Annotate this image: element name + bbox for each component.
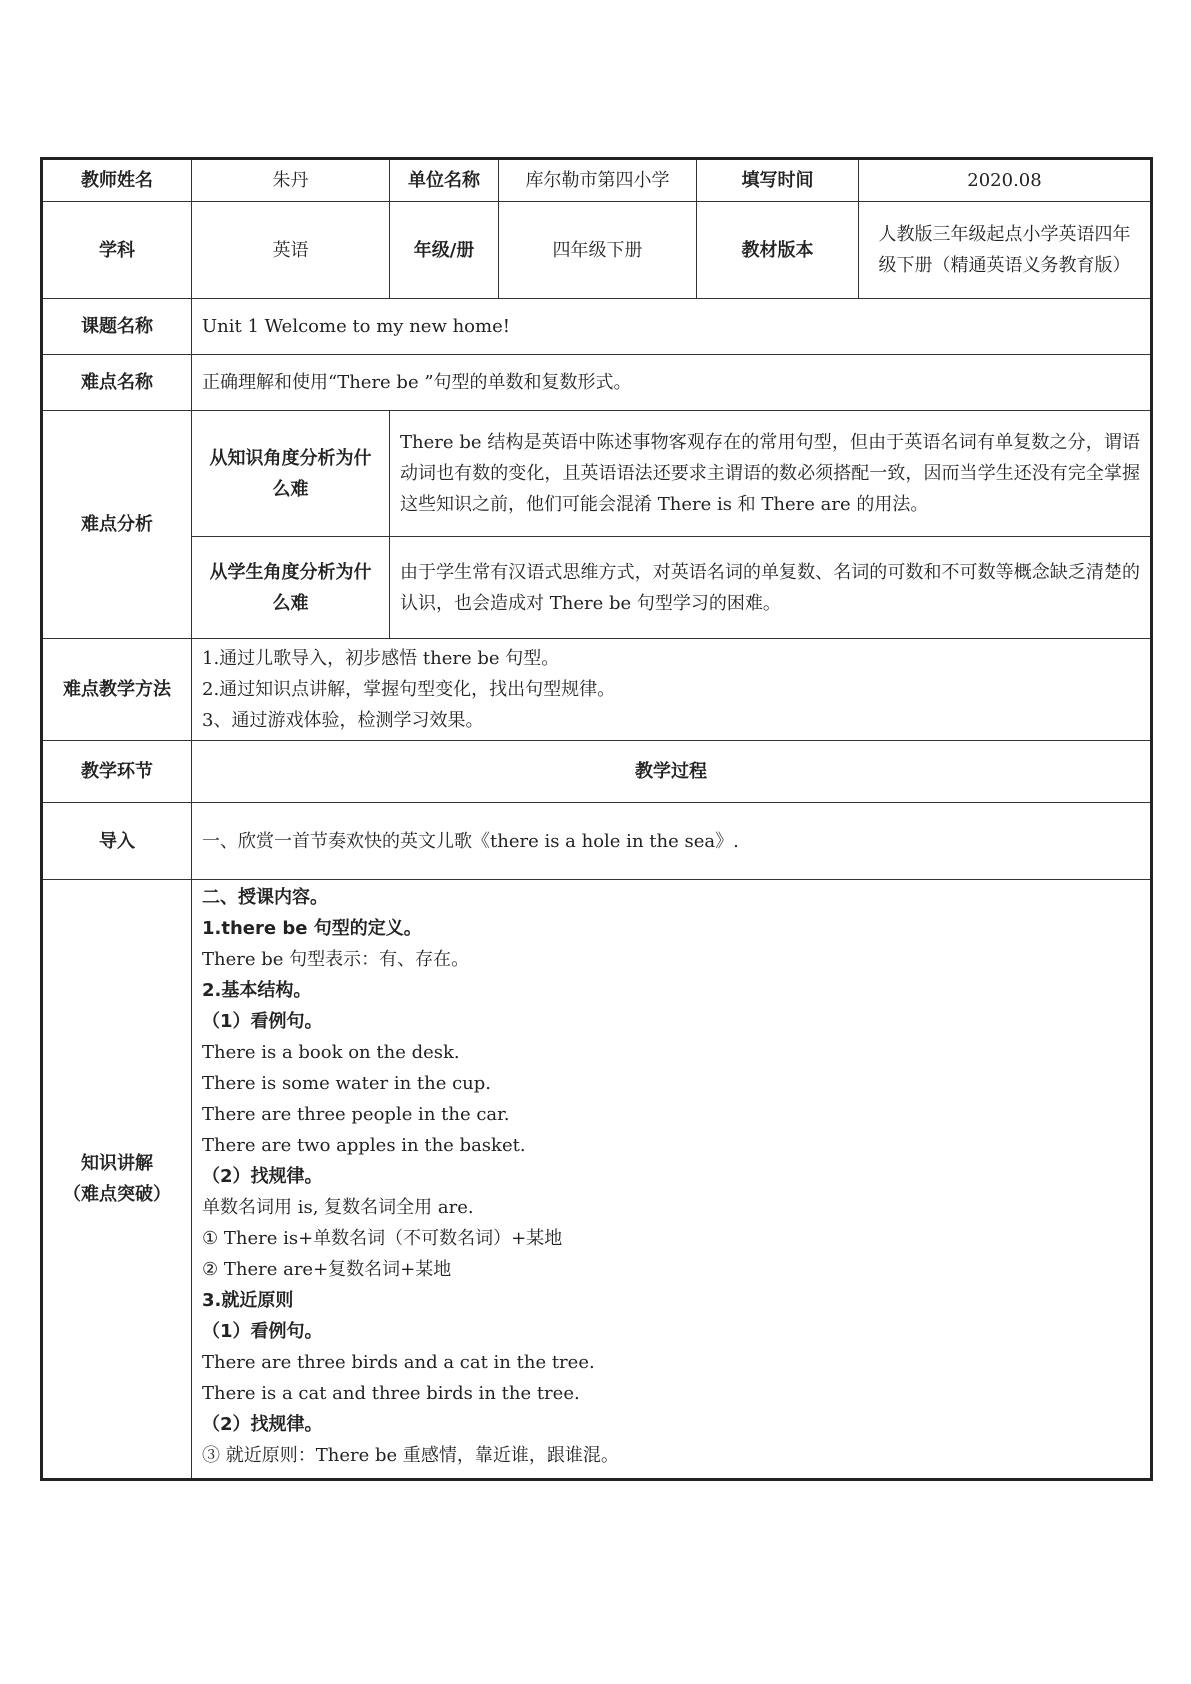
process-header-row (42, 741, 1152, 803)
topic-row (42, 299, 1152, 355)
knowledge-angle-text: There be 结构是英语中陈述事物客观存在的常用句型，但由于英语名词有单复数之分，谓语动词也有数的变化，且英语语法还要求主谓语的数必须搭配一致，因而当学生还没有完全掌握这些知识之前，他们可能会混淆 There is 和 There are 的用法。 (390, 411, 1152, 537)
lecture-line: There are three people in the car. (202, 1104, 510, 1125)
header-row-2 (42, 202, 1152, 299)
lecture-line: There are two apples in the basket. (202, 1135, 526, 1156)
intro-row (42, 803, 1152, 880)
lecture-row (42, 880, 1152, 1480)
date-label: 填写时间 (697, 159, 859, 202)
lecture-label (42, 880, 192, 1480)
intro-label: 导入 (42, 803, 192, 880)
stage-label: 教学环节 (42, 741, 192, 803)
lecture-heading: （2）找规律。 (202, 1414, 323, 1435)
lesson-plan-table (40, 157, 1153, 1481)
lecture-line: ② There are+复数名词+某地 (202, 1259, 452, 1280)
lecture-heading: （1）看例句。 (202, 1011, 323, 1032)
lecture-label-line-1: 知识讲解 (81, 1153, 153, 1174)
grade-value: 四年级下册 (499, 202, 697, 299)
methods-list (192, 639, 1152, 741)
teacher-value: 朱丹 (192, 159, 390, 202)
lecture-line: ① There is+单数名词（不可数名词）+某地 (202, 1228, 563, 1249)
teacher-label: 教师姓名 (42, 159, 192, 202)
analysis-row-knowledge (42, 411, 1152, 537)
student-angle-text: 由于学生常有汉语式思维方式，对英语名词的单复数、名词的可数和不可数等概念缺乏清楚的认识，也会造成对 There be 句型学习的困难。 (390, 537, 1152, 639)
method-item-3: 3、通过游戏体验，检测学习效果。 (202, 710, 484, 731)
difficulty-row (42, 355, 1152, 411)
student-angle-label: 从学生角度分析为什么难 (192, 537, 390, 639)
topic-label: 课题名称 (42, 299, 192, 355)
methods-row (42, 639, 1152, 741)
difficulty-label: 难点名称 (42, 355, 192, 411)
lecture-heading: 二、授课内容。 (202, 887, 328, 908)
lecture-heading: 2.基本结构。 (202, 980, 312, 1001)
lecture-line: There is a cat and three birds in the tree. (202, 1383, 580, 1404)
lecture-line: ③ 就近原则：There be 重感情，靠近谁，跟谁混。 (202, 1445, 619, 1466)
process-label: 教学过程 (192, 741, 1152, 803)
lecture-label-line-2: （难点突破） (63, 1184, 171, 1205)
lecture-line: There is some water in the cup. (202, 1073, 492, 1094)
analysis-row-student (42, 537, 1152, 639)
date-value: 2020.08 (859, 159, 1152, 202)
lesson-plan-document (40, 157, 1150, 1481)
analysis-label: 难点分析 (42, 411, 192, 639)
lecture-heading: 3.就近原则 (202, 1290, 294, 1311)
lecture-line: 单数名词用 is, 复数名词全用 are. (202, 1197, 474, 1218)
method-item-1: 1.通过儿歌导入，初步感悟 there be 句型。 (202, 648, 560, 669)
unit-label: 单位名称 (390, 159, 499, 202)
textbook-label: 教材版本 (697, 202, 859, 299)
unit-value: 库尔勒市第四小学 (499, 159, 697, 202)
intro-text: 一、欣赏一首节奏欢快的英文儿歌《there is a hole in the sea》. (192, 803, 1152, 880)
lecture-heading: （1）看例句。 (202, 1321, 323, 1342)
textbook-value: 人教版三年级起点小学英语四年级下册（精通英语义务教育版） (859, 202, 1152, 299)
method-item-2: 2.通过知识点讲解，掌握句型变化，找出句型规律。 (202, 679, 616, 700)
lecture-line: There be 句型表示：有、存在。 (202, 949, 470, 970)
subject-value: 英语 (192, 202, 390, 299)
lecture-heading: （2）找规律。 (202, 1166, 323, 1187)
methods-label: 难点教学方法 (42, 639, 192, 741)
subject-label: 学科 (42, 202, 192, 299)
lecture-heading: 1.there be 句型的定义。 (202, 918, 422, 939)
knowledge-angle-label: 从知识角度分析为什么难 (192, 411, 390, 537)
topic-value: Unit 1 Welcome to my new home! (192, 299, 1152, 355)
difficulty-value: 正确理解和使用“There be ”句型的单数和复数形式。 (192, 355, 1152, 411)
lecture-content (192, 880, 1152, 1480)
lecture-line: There is a book on the desk. (202, 1042, 460, 1063)
header-row-1 (42, 159, 1152, 202)
lecture-line: There are three birds and a cat in the tree. (202, 1352, 595, 1373)
grade-label: 年级/册 (390, 202, 499, 299)
